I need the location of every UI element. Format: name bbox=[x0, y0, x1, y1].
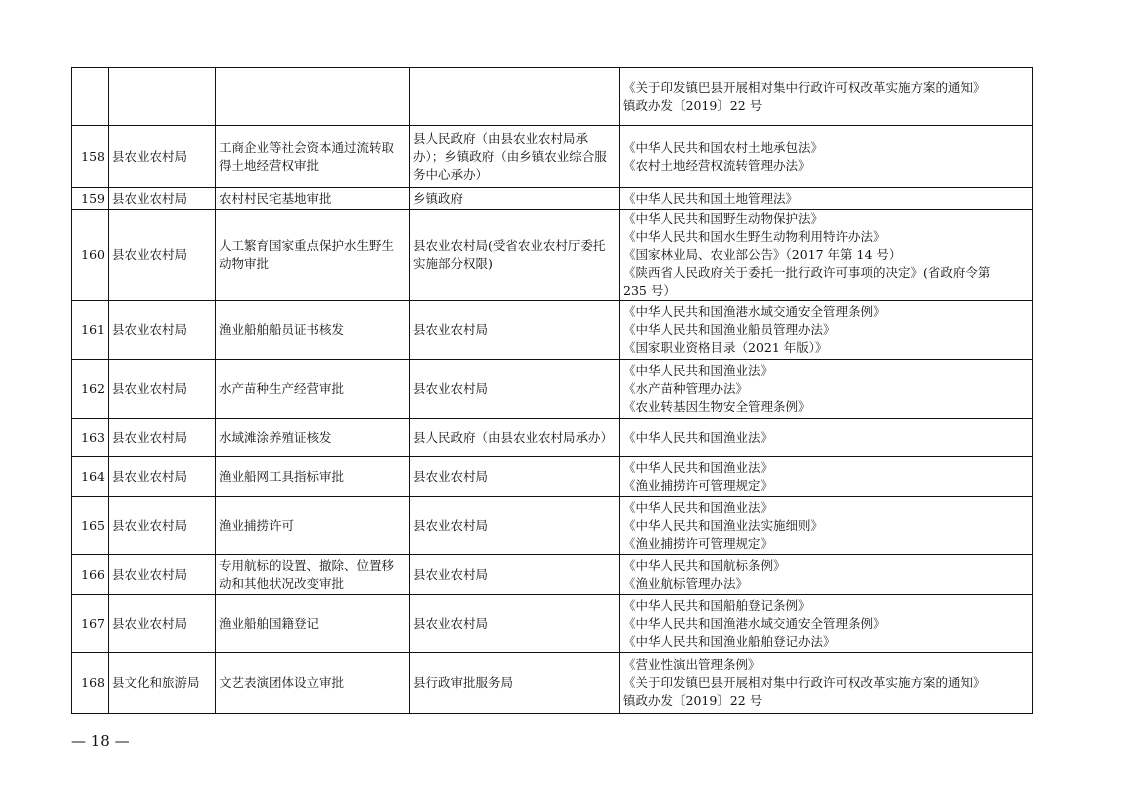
department-cell: 县文化和旅游局 bbox=[109, 653, 216, 714]
table-row bbox=[72, 555, 1033, 595]
legal-basis-line: 《中华人民共和国航标条例》 bbox=[623, 557, 786, 573]
legal-basis-cell bbox=[620, 68, 1033, 126]
row-number-cell: 168 bbox=[72, 653, 109, 714]
table-row bbox=[72, 653, 1033, 714]
permit-item-cell: 水域滩涂养殖证核发 bbox=[216, 419, 410, 457]
department-cell: 县农业农村局 bbox=[109, 595, 216, 653]
table-row bbox=[72, 419, 1033, 457]
implementing-body-cell bbox=[410, 68, 620, 126]
row-number-cell: 159 bbox=[72, 188, 109, 210]
legal-basis-line: 《中华人民共和国渔业船员管理办法》 bbox=[623, 322, 836, 337]
row-number-cell: 161 bbox=[72, 301, 109, 360]
permit-item-cell: 农村村民宅基地审批 bbox=[216, 188, 410, 210]
legal-basis-line: 《中华人民共和国渔业船舶登记办法》 bbox=[623, 633, 836, 649]
legal-basis-line: 《渔业捕捞许可管理规定》 bbox=[623, 535, 774, 551]
department-cell: 县农业农村局 bbox=[109, 126, 216, 188]
legal-basis-cell bbox=[620, 497, 1033, 555]
table-row bbox=[72, 210, 1033, 301]
table-row bbox=[72, 301, 1033, 360]
department-cell: 县农业农村局 bbox=[109, 360, 216, 419]
permit-item-cell: 渔业船舶船员证书核发 bbox=[216, 301, 410, 360]
page-number: — 18 — bbox=[71, 732, 130, 750]
table-row bbox=[72, 188, 1033, 210]
legal-basis-cell bbox=[620, 457, 1033, 497]
implementing-body-cell: 县农业农村局 bbox=[410, 457, 620, 497]
legal-basis-line: 《中华人民共和国渔业法》 bbox=[623, 459, 774, 475]
legal-basis-line: 《国家林业局、农业部公告》（2017 年第 14 号） bbox=[623, 247, 902, 262]
legal-basis-cell bbox=[620, 210, 1033, 301]
legal-basis-line: 《国家职业资格目录（2021 年版）》 bbox=[623, 340, 828, 355]
legal-basis-line: 《中华人民共和国渔港水域交通安全管理条例》 bbox=[623, 304, 886, 319]
table-row bbox=[72, 126, 1033, 188]
table-row bbox=[72, 595, 1033, 653]
permit-item-cell: 渔业船舶国籍登记 bbox=[216, 595, 410, 653]
permit-item-cell bbox=[216, 68, 410, 126]
legal-basis-line: 《中华人民共和国渔业法》 bbox=[623, 363, 774, 378]
legal-basis-line: 《中华人民共和国野生动物保护法》 bbox=[623, 211, 824, 226]
row-number-cell: 167 bbox=[72, 595, 109, 653]
legal-basis-cell bbox=[620, 360, 1033, 419]
permit-item-cell: 专用航标的设置、撤除、位置移动和其他状况改变审批 bbox=[216, 555, 410, 595]
table-row bbox=[72, 68, 1033, 126]
legal-basis-line: 《中华人民共和国渔港水域交通安全管理条例》 bbox=[623, 615, 886, 631]
department-cell: 县农业农村局 bbox=[109, 419, 216, 457]
legal-basis-cell bbox=[620, 188, 1033, 210]
permit-table bbox=[71, 67, 1033, 714]
legal-basis-line: 《中华人民共和国渔业法》 bbox=[623, 429, 774, 445]
department-cell: 县农业农村局 bbox=[109, 555, 216, 595]
department-cell bbox=[109, 68, 216, 126]
row-number-cell: 165 bbox=[72, 497, 109, 555]
row-number-cell: 162 bbox=[72, 360, 109, 419]
permit-item-cell: 文艺表演团体设立审批 bbox=[216, 653, 410, 714]
implementing-body-cell: 县人民政府（由县农业农村局承办） bbox=[410, 419, 620, 457]
legal-basis-cell bbox=[620, 595, 1033, 653]
department-cell: 县农业农村局 bbox=[109, 301, 216, 360]
implementing-body-cell: 县农业农村局 bbox=[410, 555, 620, 595]
legal-basis-line: 《中华人民共和国渔业法》 bbox=[623, 499, 774, 515]
legal-basis-line: 《中华人民共和国土地管理法》 bbox=[623, 190, 799, 206]
implementing-body-cell: 县农业农村局(受省农业农村厅委托实施部分权限) bbox=[410, 210, 620, 301]
department-cell: 县农业农村局 bbox=[109, 457, 216, 497]
department-cell: 县农业农村局 bbox=[109, 210, 216, 301]
department-cell: 县农业农村局 bbox=[109, 497, 216, 555]
legal-basis-line: 《营业性演出管理条例》 bbox=[623, 657, 761, 672]
legal-basis-line: 《中华人民共和国船舶登记条例》 bbox=[623, 597, 811, 613]
row-number-cell: 164 bbox=[72, 457, 109, 497]
implementing-body-cell: 县农业农村局 bbox=[410, 301, 620, 360]
permit-item-cell: 渔业捕捞许可 bbox=[216, 497, 410, 555]
legal-basis-line: 《中华人民共和国渔业法实施细则》 bbox=[623, 517, 824, 533]
permit-item-cell: 人工繁育国家重点保护水生野生动物审批 bbox=[216, 210, 410, 301]
table-row bbox=[72, 497, 1033, 555]
implementing-body-cell: 县农业农村局 bbox=[410, 595, 620, 653]
legal-basis-cell bbox=[620, 419, 1033, 457]
permit-item-cell: 工商企业等社会资本通过流转取得土地经营权审批 bbox=[216, 126, 410, 188]
implementing-body-cell: 乡镇政府 bbox=[410, 188, 620, 210]
legal-basis-line: 《中华人民共和国农村土地承包法》 bbox=[623, 139, 824, 155]
department-cell: 县农业农村局 bbox=[109, 188, 216, 210]
legal-basis-line: 《关于印发镇巴县开展相对集中行政许可权改革实施方案的通知》 bbox=[623, 79, 986, 95]
legal-basis-line: 《农业转基因生物安全管理条例》 bbox=[623, 399, 811, 414]
permit-item-cell: 水产苗种生产经营审批 bbox=[216, 360, 410, 419]
implementing-body-cell: 县农业农村局 bbox=[410, 360, 620, 419]
legal-basis-line: 235 号） bbox=[623, 283, 676, 298]
legal-basis-line: 镇政办发〔2019〕22 号 bbox=[623, 97, 763, 113]
legal-basis-cell bbox=[620, 555, 1033, 595]
legal-basis-line: 《水产苗种管理办法》 bbox=[623, 381, 749, 396]
row-number-cell: 160 bbox=[72, 210, 109, 301]
legal-basis-line: 《关于印发镇巴县开展相对集中行政许可权改革实施方案的通知》 bbox=[623, 675, 986, 690]
row-number-cell: 163 bbox=[72, 419, 109, 457]
implementing-body-cell: 县农业农村局 bbox=[410, 497, 620, 555]
legal-basis-cell bbox=[620, 653, 1033, 714]
legal-basis-line: 《农村土地经营权流转管理办法》 bbox=[623, 157, 811, 173]
implementing-body-cell: 县人民政府（由县农业农村局承办）；乡镇政府（由乡镇农业综合服务中心承办） bbox=[410, 126, 620, 188]
row-number-cell: 158 bbox=[72, 126, 109, 188]
legal-basis-line: 《陕西省人民政府关于委托一批行政许可事项的决定》(省政府令第 bbox=[623, 265, 991, 280]
legal-basis-cell bbox=[620, 301, 1033, 360]
permit-item-cell: 渔业船网工具指标审批 bbox=[216, 457, 410, 497]
legal-basis-cell bbox=[620, 126, 1033, 188]
table-row bbox=[72, 360, 1033, 419]
row-number-cell: 166 bbox=[72, 555, 109, 595]
table-row bbox=[72, 457, 1033, 497]
legal-basis-line: 《中华人民共和国水生野生动物利用特许办法》 bbox=[623, 229, 886, 244]
legal-basis-line: 镇政办发〔2019〕22 号 bbox=[623, 693, 763, 708]
row-number-cell bbox=[72, 68, 109, 126]
implementing-body-cell: 县行政审批服务局 bbox=[410, 653, 620, 714]
legal-basis-line: 《渔业航标管理办法》 bbox=[623, 575, 749, 591]
legal-basis-line: 《渔业捕捞许可管理规定》 bbox=[623, 477, 774, 493]
